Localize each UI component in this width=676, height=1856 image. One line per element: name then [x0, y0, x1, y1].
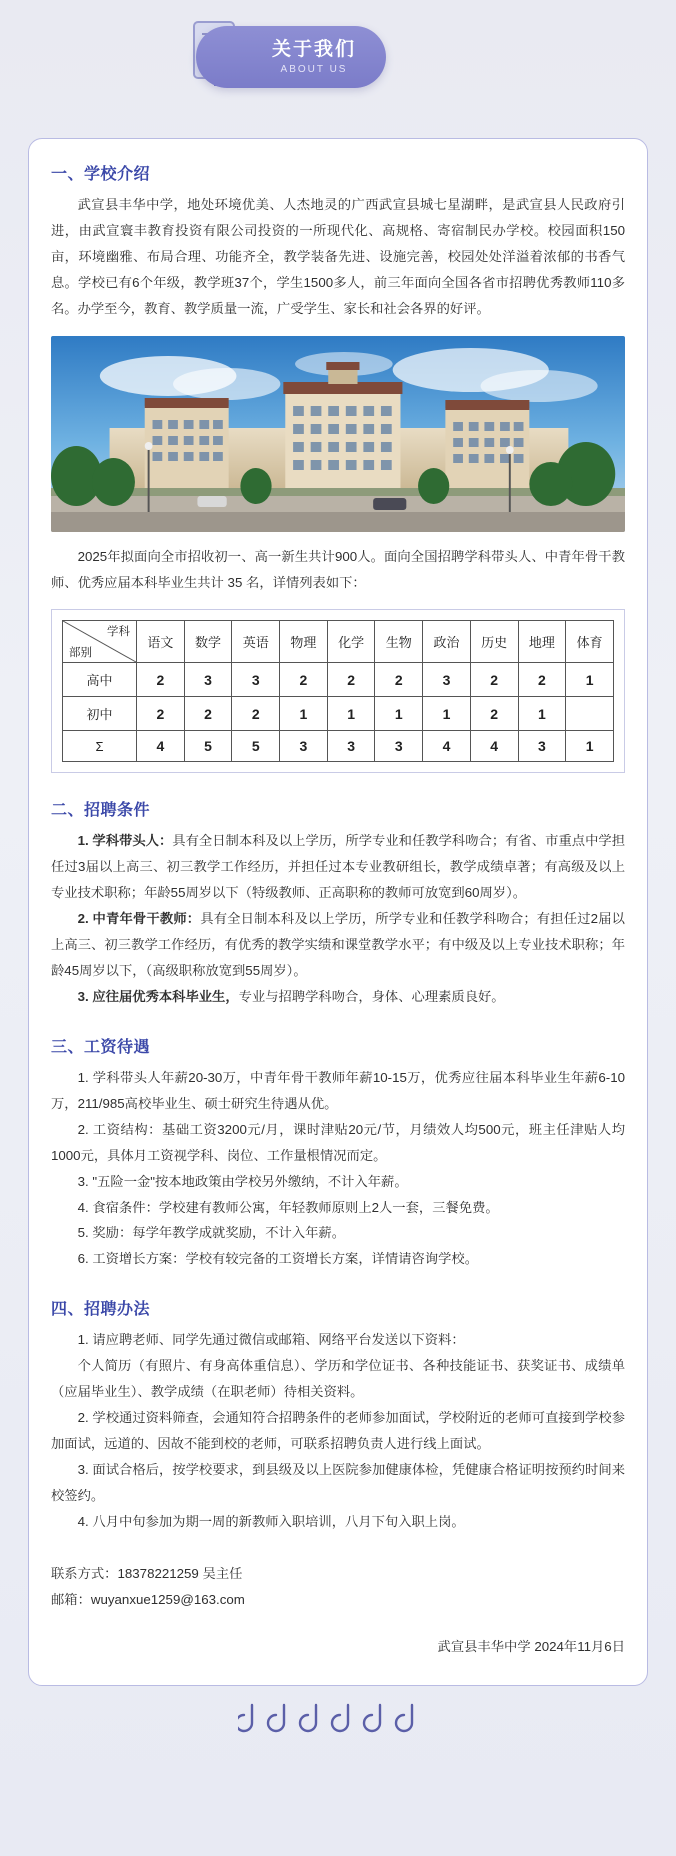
condition-item [51, 828, 625, 906]
table-cell: 4 [470, 731, 518, 762]
table-col-header: 数学 [184, 621, 232, 663]
table-cell: 5 [184, 731, 232, 762]
table-corner-top-label: 学科 [107, 626, 130, 639]
condition-text: 专业与招聘学科吻合，身体、心理素质良好。 [238, 988, 505, 1004]
school-campus-photo [51, 336, 625, 532]
table-cell: 3 [327, 731, 375, 762]
table-col-header: 物理 [280, 621, 328, 663]
contact-email[interactable]: 邮箱：wuyanxue1259@163.com [51, 1592, 245, 1608]
salary-item: 3. "五险一金"按本地政策由学校另外缴纳，不计入年薪。 [77, 1173, 408, 1189]
condition-label: 2. 中青年骨干教师： [77, 911, 201, 927]
table-col-header: 化学 [327, 621, 375, 663]
table-cell: 4 [423, 731, 471, 762]
footer-decoration [0, 1700, 676, 1746]
method-item: 1. 请应聘老师、同学先通过微信或邮箱、网络平台发送以下资料： [77, 1332, 465, 1348]
table-cell: 2 [137, 663, 185, 697]
table-row [63, 663, 614, 697]
page-header [0, 0, 676, 120]
table-cell: 2 [470, 663, 518, 697]
section-heading-school-intro: 一、学校介绍 [51, 166, 151, 183]
contact-block [51, 1561, 625, 1614]
section-heading-conditions: 二、招聘条件 [51, 802, 151, 820]
table-cell: 2 [375, 663, 423, 697]
table-row-label: Σ [63, 731, 137, 762]
condition-text: 具有全日制本科及以上学历，所学专业和任教学科吻合；有担任过2届以上高三、初三教学工作经历，有优秀的教学实绩和课堂教学水平；有中级及以上专业技术职称；年龄45周岁以下，（高级职称放宽到55周岁）。 [51, 911, 625, 979]
table-col-header: 政治 [423, 621, 471, 663]
table-cell: 2 [518, 663, 566, 697]
table-cell: 1 [566, 663, 614, 697]
salary-item: 5. 奖励：每学年教学成就奖励，不计入年薪。 [77, 1225, 346, 1241]
table-cell: 3 [518, 731, 566, 762]
salary-item: 4. 食宿条件：学校建有教师公寓，年轻教师原则上2人一套，三餐免费。 [77, 1199, 499, 1215]
recruit-intro-paragraph: 2025年拟面向全市招收初一、高一新生共计900人。面向全国招聘学科带头人、中青年骨干教师、优秀应届本科毕业生共计 35 名，详情列表如下： [51, 548, 625, 590]
recruit-table-wrapper [51, 609, 625, 773]
table-cell: 1 [280, 697, 328, 731]
table-cell: 2 [327, 663, 375, 697]
condition-text: 具有全日制本科及以上学历，所学专业和任教学科吻合；有省、市重点中学担任过3届以上高三、初三教学工作经历，并担任过本专业教研组长，教学成绩卓著；有高级及以上专业技术职称；年龄55周岁以下（特级教师、正高职称的教师可放宽到60周岁）。 [51, 833, 625, 901]
table-cell: 3 [280, 731, 328, 762]
salary-item: 6. 工资增长方案：学校有较完备的工资增长方案，详情请咨询学校。 [77, 1251, 478, 1267]
table-row [63, 731, 614, 762]
table-col-header: 体育 [566, 621, 614, 663]
contact-phone: 联系方式：18378221259 吴主任 [51, 1565, 243, 1581]
table-cell: 1 [566, 731, 614, 762]
condition-label: 1. 学科带头人： [77, 833, 173, 849]
table-cell: 1 [327, 697, 375, 731]
table-cell: 1 [375, 697, 423, 731]
salary-item: 1. 学科带头人年薪20-30万，中青年骨干教师年薪10-15万，优秀应往届本科毕业生年薪6-10万，211/985高校毕业生、硕士研究生待遇从优。 [51, 1069, 625, 1111]
condition-item [51, 984, 625, 1010]
swirl-decoration-icon [238, 1703, 438, 1743]
table-cell: 2 [470, 697, 518, 731]
table-cell: 1 [518, 697, 566, 731]
table-cell: 3 [184, 663, 232, 697]
about-us-banner [196, 26, 386, 88]
recruit-table [62, 620, 614, 762]
table-col-header: 语文 [137, 621, 185, 663]
table-col-header: 地理 [518, 621, 566, 663]
table-cell: 2 [184, 697, 232, 731]
table-cell: 2 [232, 697, 280, 731]
section-heading-method: 四、招聘办法 [51, 1301, 151, 1319]
banner-title: 关于我们 [271, 38, 356, 60]
method-item: 个人简历（有照片、有身高体重信息）、学历和学位证书、各种技能证书、获奖证书、成绩单（应届毕业生）、教学成绩（在职老师）待相关资料。 [51, 1358, 625, 1400]
table-col-header: 历史 [470, 621, 518, 663]
table-cell: 3 [375, 731, 423, 762]
table-corner-bottom-label: 部别 [69, 647, 92, 660]
table-row [63, 697, 614, 731]
table-cell: 1 [423, 697, 471, 731]
condition-label: 3. 应往届优秀本科毕业生， [77, 988, 239, 1004]
table-cell: 2 [280, 663, 328, 697]
method-item: 2. 学校通过资料筛查，会通知符合招聘条件的老师参加面试，学校附近的老师可直接到学校参加面试，远道的、因故不能到校的老师，可联系招聘负责人进行线上面试。 [51, 1410, 625, 1451]
method-item: 4. 八月中旬参加为期一周的新教师入职培训，八月下旬入职上岗。 [77, 1513, 465, 1529]
table-cell: 3 [232, 663, 280, 697]
condition-item [51, 906, 625, 984]
salary-item: 2. 工资结构：基础工资3200元/月，课时津贴20元/节，月绩效人均500元，班主任津贴人均1000元，具体月工资视学科、岗位、工作量根情况而定。 [51, 1121, 625, 1163]
table-col-header: 生物 [375, 621, 423, 663]
section-heading-salary: 三、工资待遇 [51, 1038, 151, 1056]
content-card [28, 138, 648, 1686]
banner-subtitle: ABOUT US [280, 64, 348, 76]
table-cell: 5 [232, 731, 280, 762]
table-cell [566, 697, 614, 731]
method-item: 3. 面试合格后，按学校要求，到县级及以上医院参加健康体检，凭健康合格证明按预约时间来校签约。 [51, 1461, 625, 1503]
table-row-label: 高中 [63, 663, 137, 697]
table-col-header: 英语 [232, 621, 280, 663]
school-intro-paragraph: 武宣县丰华中学，地处环境优美、人杰地灵的广西武宣县城七星湖畔，是武宣县人民政府引进，由武宣寰丰教育投资有限公司投资的一所现代化、高规格、寄宿制民办学校。校园面积150亩，环境幽雅、布局合理、功能齐全，教学装备先进、设施完善，校园处处洋溢着浓郁的书香气息。学校已有6个年级，教学班37个，学生1500多人，前三年面向全国各省市招聘优秀教师110多名。办学至今，教育、教学质量一流，广受学生、家长和社会各界的好评。 [51, 197, 625, 316]
table-header-row [63, 621, 614, 663]
signature-line: 武宣县丰华中学 2024年11月6日 [437, 1638, 625, 1654]
table-cell: 2 [137, 697, 185, 731]
table-corner-cell [63, 621, 137, 663]
table-cell: 4 [137, 731, 185, 762]
table-row-label: 初中 [63, 697, 137, 731]
table-cell: 3 [423, 663, 471, 697]
